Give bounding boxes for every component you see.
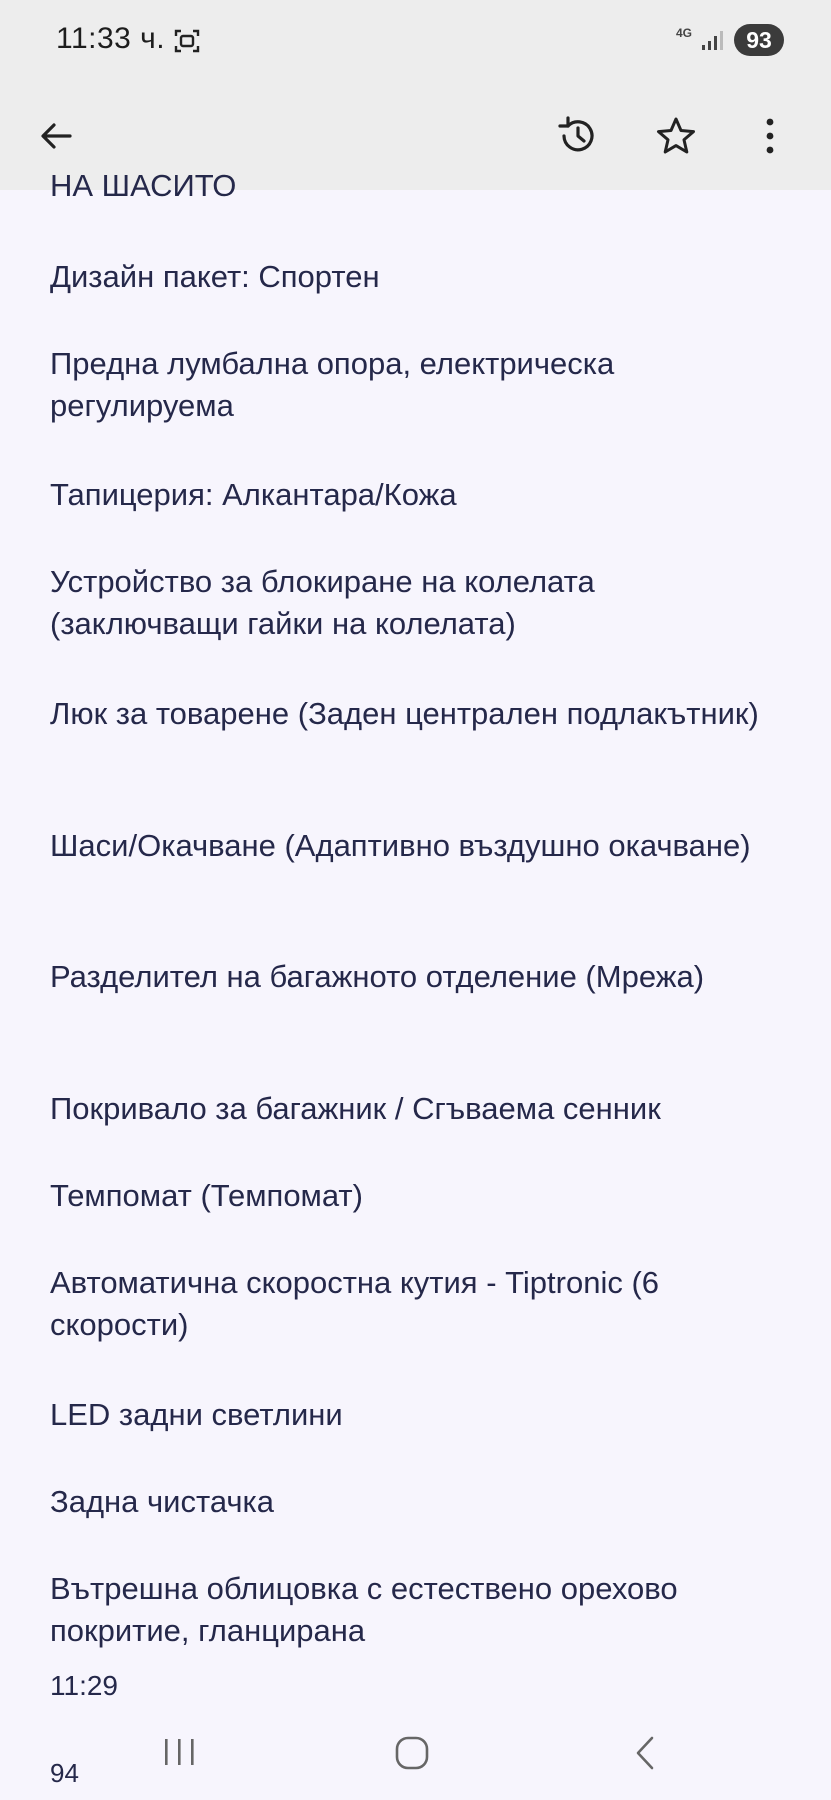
- list-item: Вътрешна облицовка с естествено орехово покритие, гланцирана: [50, 1571, 678, 1648]
- list-item: Устройство за блокиране на колелата (заключващи гайки на колелата): [50, 564, 595, 641]
- screenshot-icon: [174, 28, 200, 54]
- signal-icon: [700, 28, 728, 52]
- back-button[interactable]: [26, 106, 86, 166]
- list-item: Темпомат (Темпомат): [50, 1178, 363, 1213]
- page-content: [0, 168, 831, 1678]
- home-icon[interactable]: [392, 1733, 432, 1773]
- bookmark-button[interactable]: [646, 106, 706, 166]
- list-item: Автоматична скоростна кутия - Tiptronic (6 скорости): [50, 1265, 660, 1342]
- history-icon: [556, 114, 600, 158]
- arrow-back-icon: [38, 118, 74, 154]
- more-options-button[interactable]: [740, 106, 800, 166]
- list-item: Покривало за багажник / Сгъваема сенник: [50, 1091, 661, 1126]
- list-item: Тапицерия: Алкантара/Кожа: [50, 477, 457, 512]
- list-item: Люк за товарене (Заден централен подлакътник): [50, 696, 759, 731]
- status-time: 11:33 ч.: [56, 22, 166, 55]
- star-icon: [655, 115, 697, 157]
- network-label: 4G: [676, 26, 693, 40]
- list-item: Дизайн пакет: Спортен: [50, 259, 380, 294]
- history-button[interactable]: [548, 106, 608, 166]
- list-item: Задна чистачка: [50, 1484, 275, 1519]
- status-bar: [0, 0, 831, 82]
- list-item: Разделител на багажното отделение (Мрежа): [50, 959, 705, 994]
- cut-off-text-line: НА ШАСИТО: [50, 168, 237, 203]
- footer-time: 11:29: [50, 1670, 118, 1701]
- page-number: 94: [50, 1758, 79, 1788]
- list-item: LED задни светлини: [50, 1397, 343, 1432]
- battery-badge: 93: [734, 24, 784, 56]
- nav-back-icon[interactable]: [630, 1735, 660, 1771]
- list-item: Шаси/Окачване (Адаптивно въздушно окачване): [50, 828, 751, 863]
- recents-icon[interactable]: [160, 1737, 200, 1767]
- list-item: Предна лумбална опора, електрическа регулируема: [50, 346, 615, 423]
- more-vert-icon: [760, 116, 780, 156]
